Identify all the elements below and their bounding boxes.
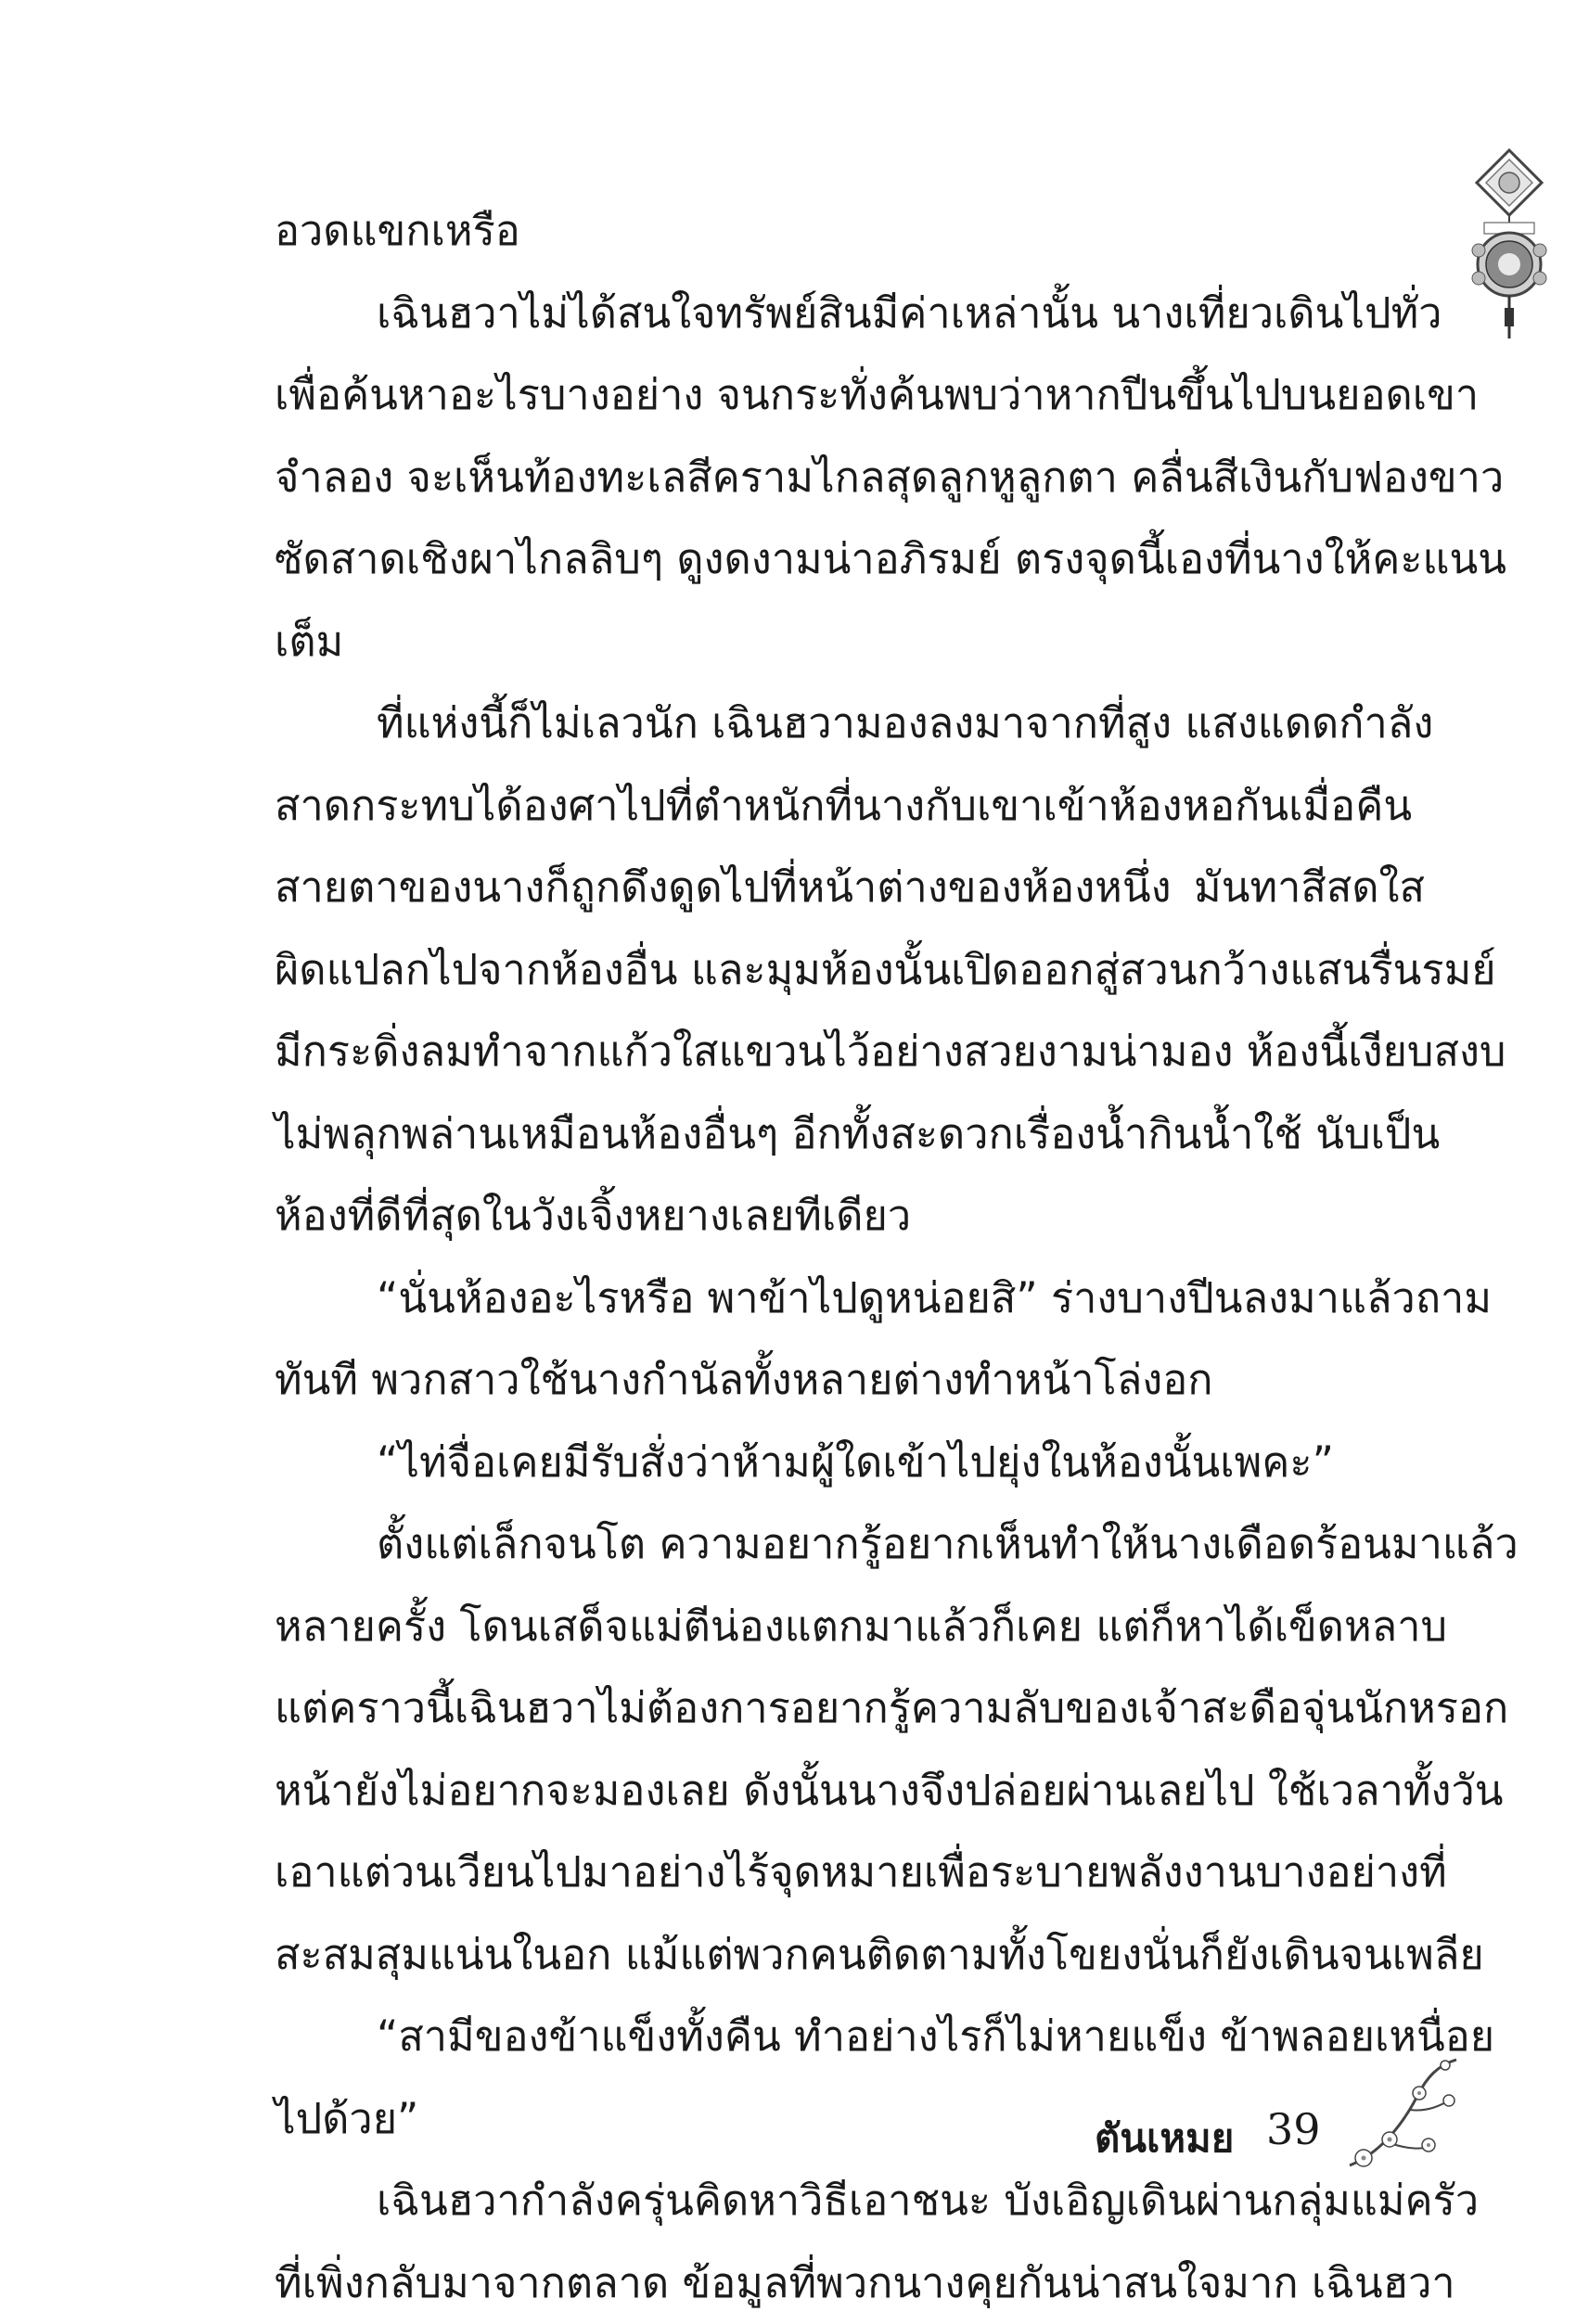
body-line: ผิดแปลกไปจากห้องอื่น และมุมห้องนั้นเปิดออกสู่สวนกว้างแสนรื่นรมย์: [275, 929, 1425, 1012]
body-line: สาดกระทบได้องศาไปที่ตำหนักที่นางกับเขาเข้าห้องหอกันเมื่อคืน: [275, 765, 1425, 848]
page-body: [275, 190, 1425, 2324]
body-line: ที่แห่งนี้ก็ไม่เลวนัก เฉินฮวามองลงมาจากที่สูง แสงแดดกำลัง: [275, 683, 1425, 765]
body-line: หน้ายังไม่อยากจะมองเลย ดังนั้นนางจึงปล่อยผ่านเลยไป ใช้เวลาทั้งวัน: [275, 1750, 1425, 1832]
body-line: แต่คราวนี้เฉินฮวาไม่ต้องการอยากรู้ความลับของเจ้าสะดือจุ่นนักหรอก: [275, 1667, 1425, 1750]
body-line: เฉินฮวากำลังครุ่นคิดหาวิธีเอาชนะ บังเอิญเดินผ่านกลุ่มแม่ครัว: [275, 2160, 1425, 2242]
body-line: “ไท่จื่อเคยมีรับสั่งว่าห้ามผู้ใดเข้าไปยุ่งในห้องนั้นเพคะ”: [275, 1422, 1425, 1504]
body-line: อวดแขกเหรือ: [275, 190, 1425, 273]
body-line: ตั้งแต่เล็กจนโต ความอยากรู้อยากเห็นทำให้นางเดือดร้อนมาแล้ว: [275, 1503, 1425, 1586]
body-line: จำลอง จะเห็นท้องทะเลสีครามไกลสุดลูกหูลูกตา คลื่นสีเงินกับฟองขาว: [275, 437, 1425, 519]
body-line: ทันที พวกสาวใช้นางกำนัลทั้งหลายต่างทำหน้าโล่งอก: [275, 1339, 1425, 1422]
body-line: เฉินฮวาไม่ได้สนใจทรัพย์สินมีค่าเหล่านั้น นางเที่ยวเดินไปทั่ว: [275, 273, 1425, 355]
body-line: “นั่นห้องอะไรหรือ พาข้าไปดูหน่อยสิ” ร่างบางปีนลงมาแล้วถาม: [275, 1258, 1425, 1340]
body-line: สายตาของนางก็ถูกดึงดูดไปที่หน้าต่างของห้องหนึ่ง มันทาสีสดใส: [275, 847, 1425, 929]
body-line: ห้องที่ดีที่สุดในวังเจิ้งหยางเลยทีเดียว: [275, 1175, 1425, 1258]
plum-blossom-icon: [1336, 2054, 1466, 2184]
body-line: ไปด้วย”: [275, 2078, 1425, 2161]
footer-title: ตันเหมย: [1095, 2108, 1234, 2169]
body-line: เต็ม: [275, 601, 1425, 683]
body-line: เพื่อค้นหาอะไรบางอย่าง จนกระทั่งค้นพบว่าหากปีนขึ้นไปบนยอดเขา: [275, 354, 1425, 437]
body-line: ซัดสาดเชิงผาไกลลิบๆ ดูงดงามน่าอภิรมย์ ตรงจุดนี้เองที่นางให้คะแนน: [275, 518, 1425, 601]
body-line: สะสมสุมแน่นในอก แม้แต่พวกคนติดตามทั้งโขยงนั่นก็ยังเดินจนเพลีย: [275, 1914, 1425, 1997]
body-line: ที่เพิ่งกลับมาจากตลาด ข้อมูลที่พวกนางคุยกันน่าสนใจมาก เฉินฮวา: [275, 2242, 1425, 2324]
body-line: หลายครั้ง โดนเสด็จแม่ตีน่องแตกมาแล้วก็เคย แต่ก็หาได้เข็ดหลาบ: [275, 1586, 1425, 1668]
ornament-badge-icon: [1467, 148, 1551, 343]
body-line: เอาแต่วนเวียนไปมาอย่างไร้จุดหมายเพื่อระบายพลังงานบางอย่างที่: [275, 1832, 1425, 1914]
body-line: มีกระดิ่งลมทำจากแก้วใสแขวนไว้อย่างสวยงามน่ามอง ห้องนี้เงียบสงบ: [275, 1011, 1425, 1093]
page-number: 39: [1266, 2104, 1321, 2154]
body-line: ไม่พลุกพล่านเหมือนห้องอื่นๆ อีกทั้งสะดวกเรื่องน้ำกินน้ำใช้ นับเป็น: [275, 1093, 1425, 1176]
body-line: “สามีของข้าแข็งทั้งคืน ทำอย่างไรก็ไม่หายแข็ง ข้าพลอยเหนื่อย: [275, 1996, 1425, 2078]
page-footer: [1057, 2091, 1466, 2203]
